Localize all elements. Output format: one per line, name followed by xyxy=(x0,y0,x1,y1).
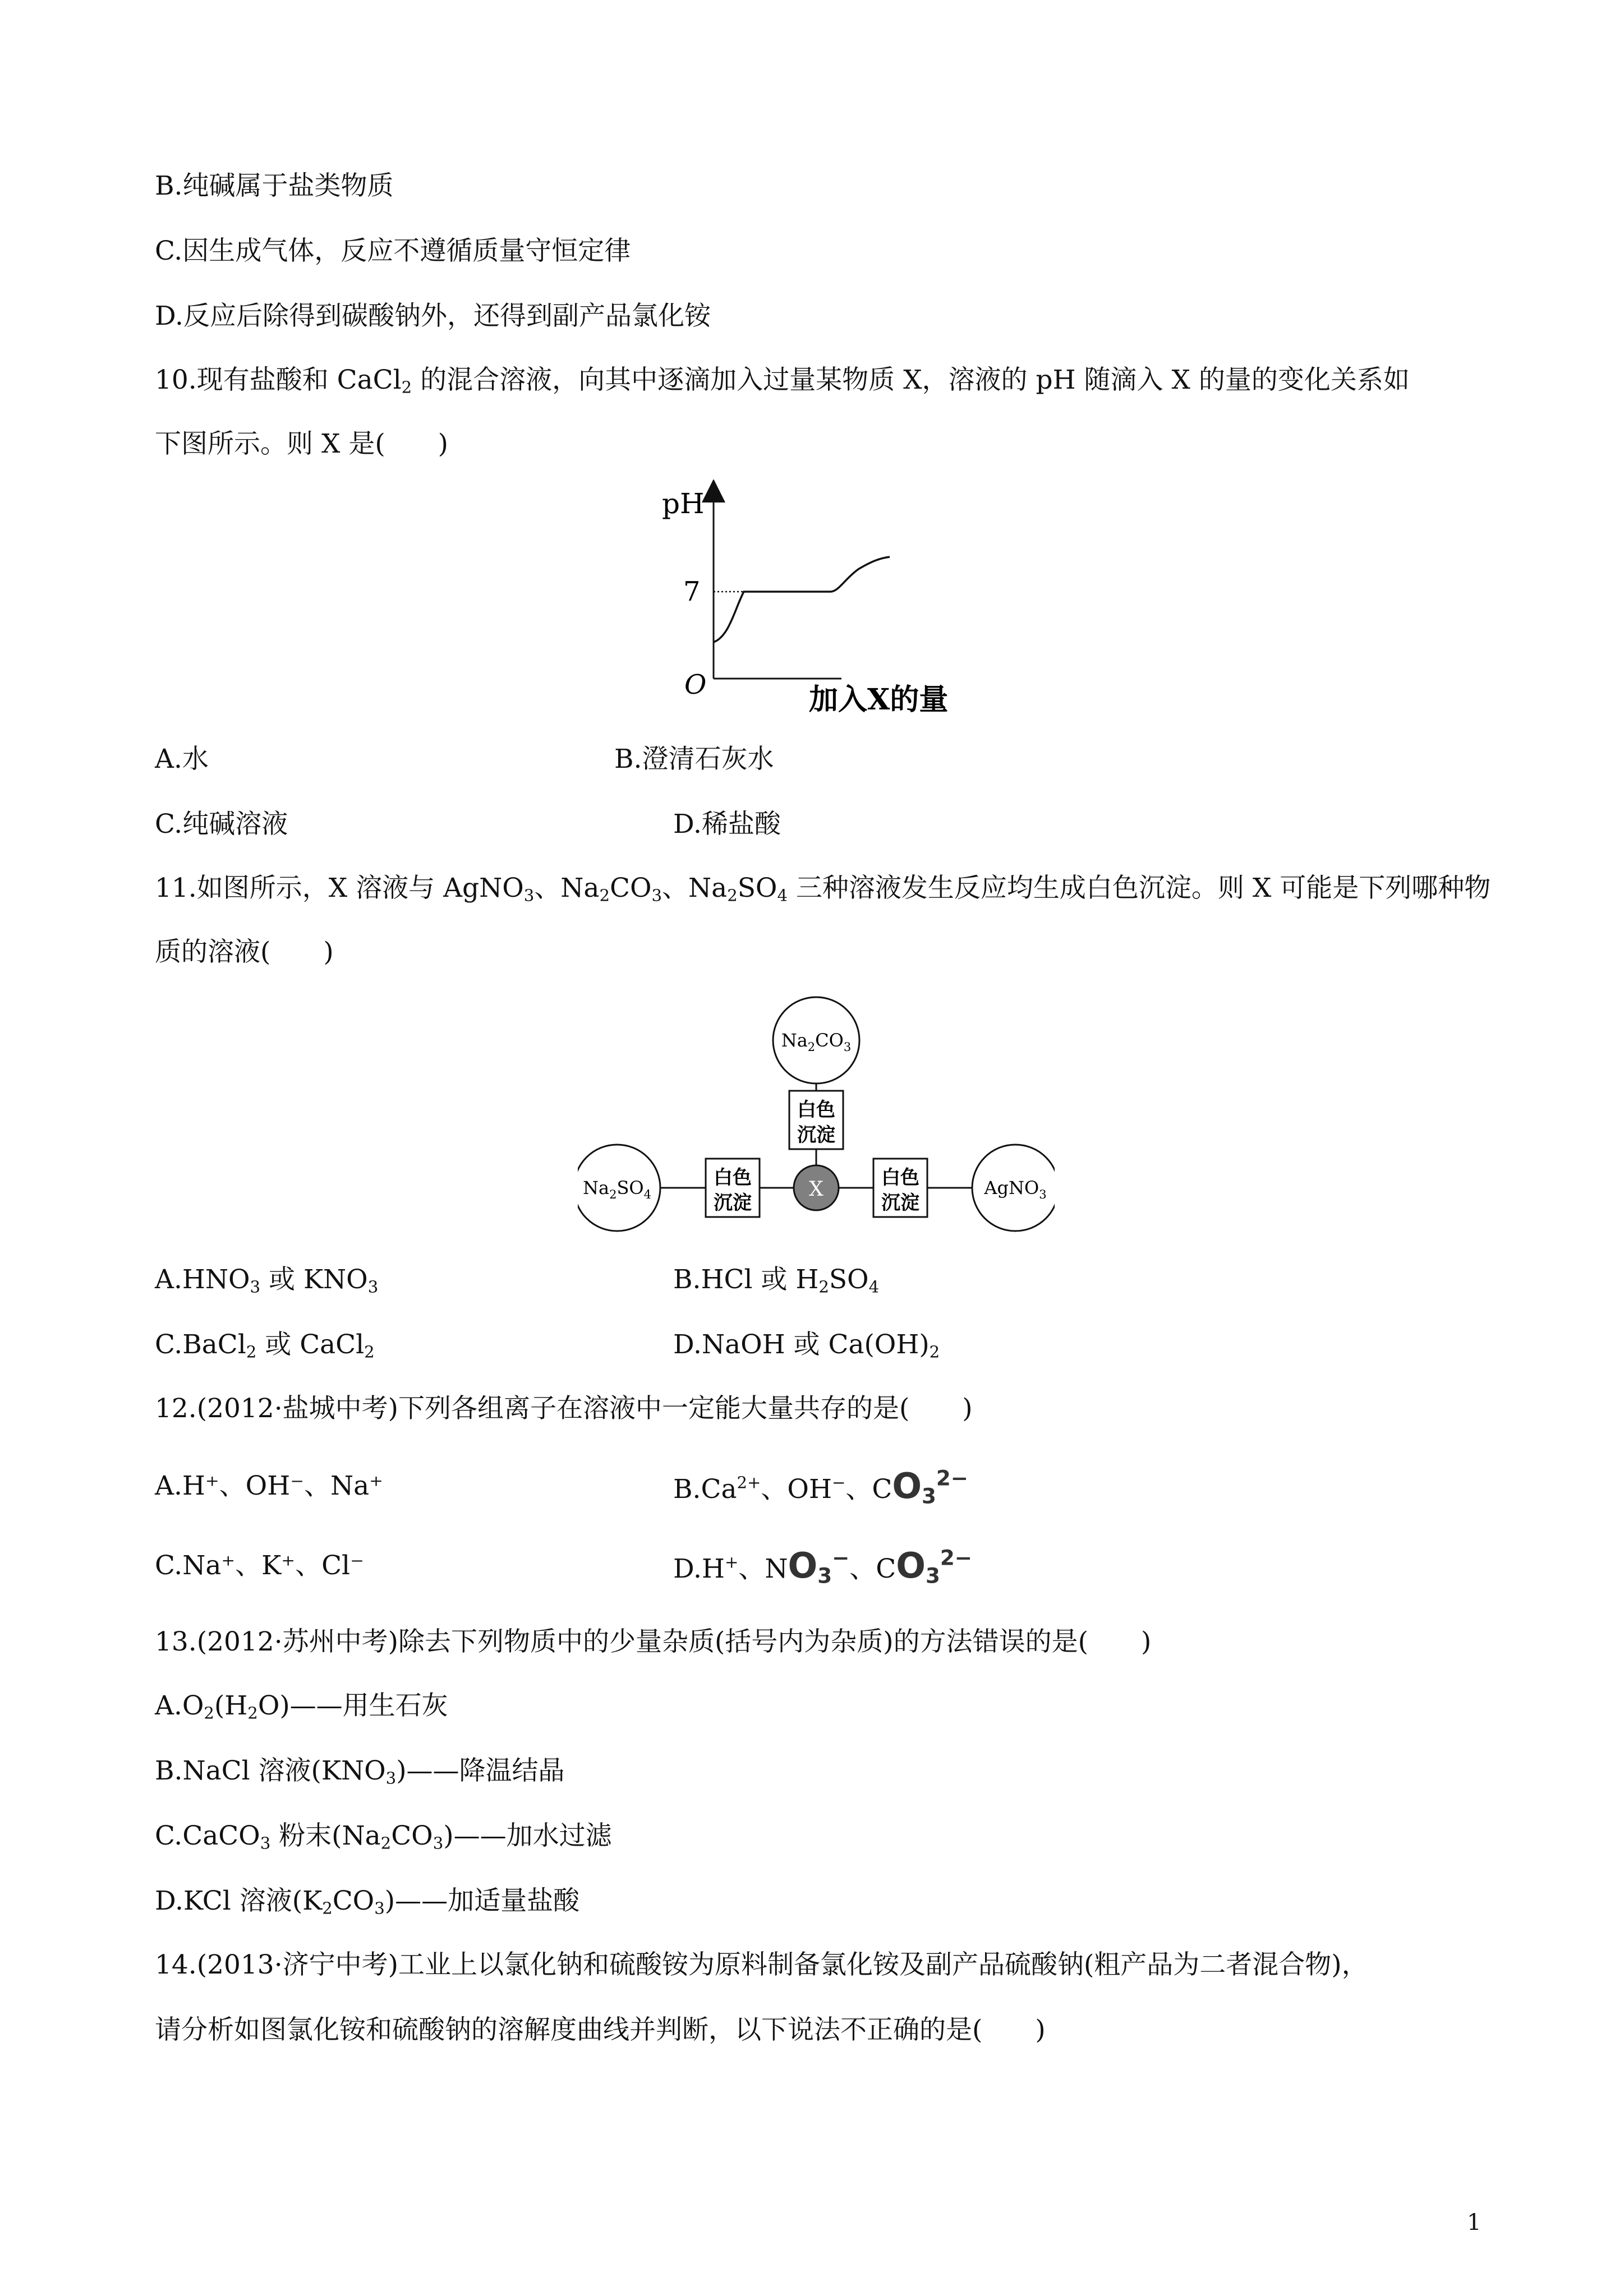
q10-option-d: D.稀盐酸 xyxy=(673,809,781,840)
x-axis-label: 加入X的量 xyxy=(809,683,949,717)
q11-stem: 11.如图所示，X 溶液与 AgNO$_3$、$Na_2CO_3$、$Na_2SO_4$ 三种溶液发生反应均生成白色沉淀。则 X 可能是下列哪种物 xyxy=(155,873,1491,905)
svg-text:沉淀: 沉淀 xyxy=(714,1192,752,1214)
page-number: 1 xyxy=(1467,2210,1482,2235)
origin-label: O xyxy=(684,669,707,700)
q11-option-d: D.NaOH 或 $Ca(OH)_2$ xyxy=(673,1329,940,1362)
svg-text:白色: 白色 xyxy=(881,1167,919,1189)
q11-option-b: B.HCl 或 $H_2SO_4$ xyxy=(673,1264,880,1297)
q9-option-c: C.因生成气体，反应不遵循质量守恒定律 xyxy=(155,236,631,266)
svg-text:白色: 白色 xyxy=(714,1167,752,1189)
q14-stem-line2: 请分析如图氯化铵和硫酸钠的溶解度曲线并判断，以下说法不正确的是( ) xyxy=(155,2014,1046,2045)
svg-text:沉淀: 沉淀 xyxy=(881,1192,919,1214)
q13-option-a: $A.O_2(H_2O)——$用生石灰 xyxy=(155,1690,448,1723)
q14-stem: 14.(2013·济宁中考)工业上以氯化钠和硫酸铵为原料制备氯化铵及副产品硫酸钠(粗产品为二者混合物)， xyxy=(155,1949,1368,1980)
na2so4-label: $Na_2SO_4$ xyxy=(583,1177,651,1201)
q11-option-c: C.BaCl$_2$ 或 CaCl$_2$ xyxy=(155,1329,375,1362)
q12-stem: 12.(2012·盐城中考)下列各组离子在溶液中一定能大量共存的是( ) xyxy=(155,1393,973,1424)
q13-option-b: B.NaCl 溶液$(KNO_3)——$降温结晶 xyxy=(155,1755,565,1788)
q12-option-c: C.Na⁺、K⁺、Cl⁻ xyxy=(155,1550,364,1581)
y-axis-label: pH xyxy=(662,487,705,520)
q12-option-b: $B.Ca^{2+}$、OH−、$CO_3^{2-}$ xyxy=(673,1465,968,1509)
agno3-label: AgNO$_3$ xyxy=(984,1177,1047,1201)
q13-option-d: D.KCl 溶液$(K_2CO_3)——$加适量盐酸 xyxy=(155,1885,580,1918)
svg-text:白色: 白色 xyxy=(797,1099,835,1121)
q11-stem-line2: 质的溶液( ) xyxy=(155,937,334,967)
carbonate-ion: $O_3^{2-}$ xyxy=(896,1545,972,1588)
na2co3-label: $Na_2CO_3$ xyxy=(781,1030,852,1054)
q10-option-c: C.纯碱溶液 xyxy=(155,809,288,840)
q9-option-d: D.反应后除得到碳酸钠外，还得到副产品氯化铵 xyxy=(155,301,711,331)
precipitation-diagram xyxy=(578,987,1055,1245)
q13-stem: 13.(2012·苏州中考)除去下列物质中的少量杂质(括号内为杂质)的方法错误的是( ) xyxy=(155,1626,1152,1657)
q10-stem-line2: 下图所示。则 X 是( ) xyxy=(155,428,449,459)
q9-option-b: B.纯碱属于盐类物质 xyxy=(155,170,394,201)
ph-curve xyxy=(714,557,890,642)
q10-option-a: A.水 xyxy=(155,744,209,774)
nitrate-ion: $O_3^-$ xyxy=(788,1545,850,1588)
x-center-label: X xyxy=(809,1178,823,1201)
q12-option-d: D.H+、$NO_3^-$、$CO_3^{2-}$ xyxy=(673,1545,972,1588)
q10-stem: 10.现有盐酸和 CaCl$_2$ 的混合溶液，向其中逐滴加入过量某物质 X，溶液的 pH 随滴入 X 的量的变化关系如 xyxy=(155,365,1410,397)
ph-curve-chart xyxy=(645,480,982,726)
q12-option-a: A.H⁺、OH⁻、Na⁺ xyxy=(155,1470,383,1501)
q10-option-b: B.澄清石灰水 xyxy=(614,744,774,774)
y-tick-7: 7 xyxy=(683,576,701,607)
q11-option-a: $A.HNO_3$ 或 $KNO_3$ xyxy=(155,1264,379,1297)
carbonate-ion: $O_3^{2-}$ xyxy=(892,1465,968,1509)
q13-option-c: C.CaCO$_3$ 粉末$(Na_2CO_3)——$加水过滤 xyxy=(155,1820,612,1853)
svg-text:沉淀: 沉淀 xyxy=(797,1124,835,1146)
